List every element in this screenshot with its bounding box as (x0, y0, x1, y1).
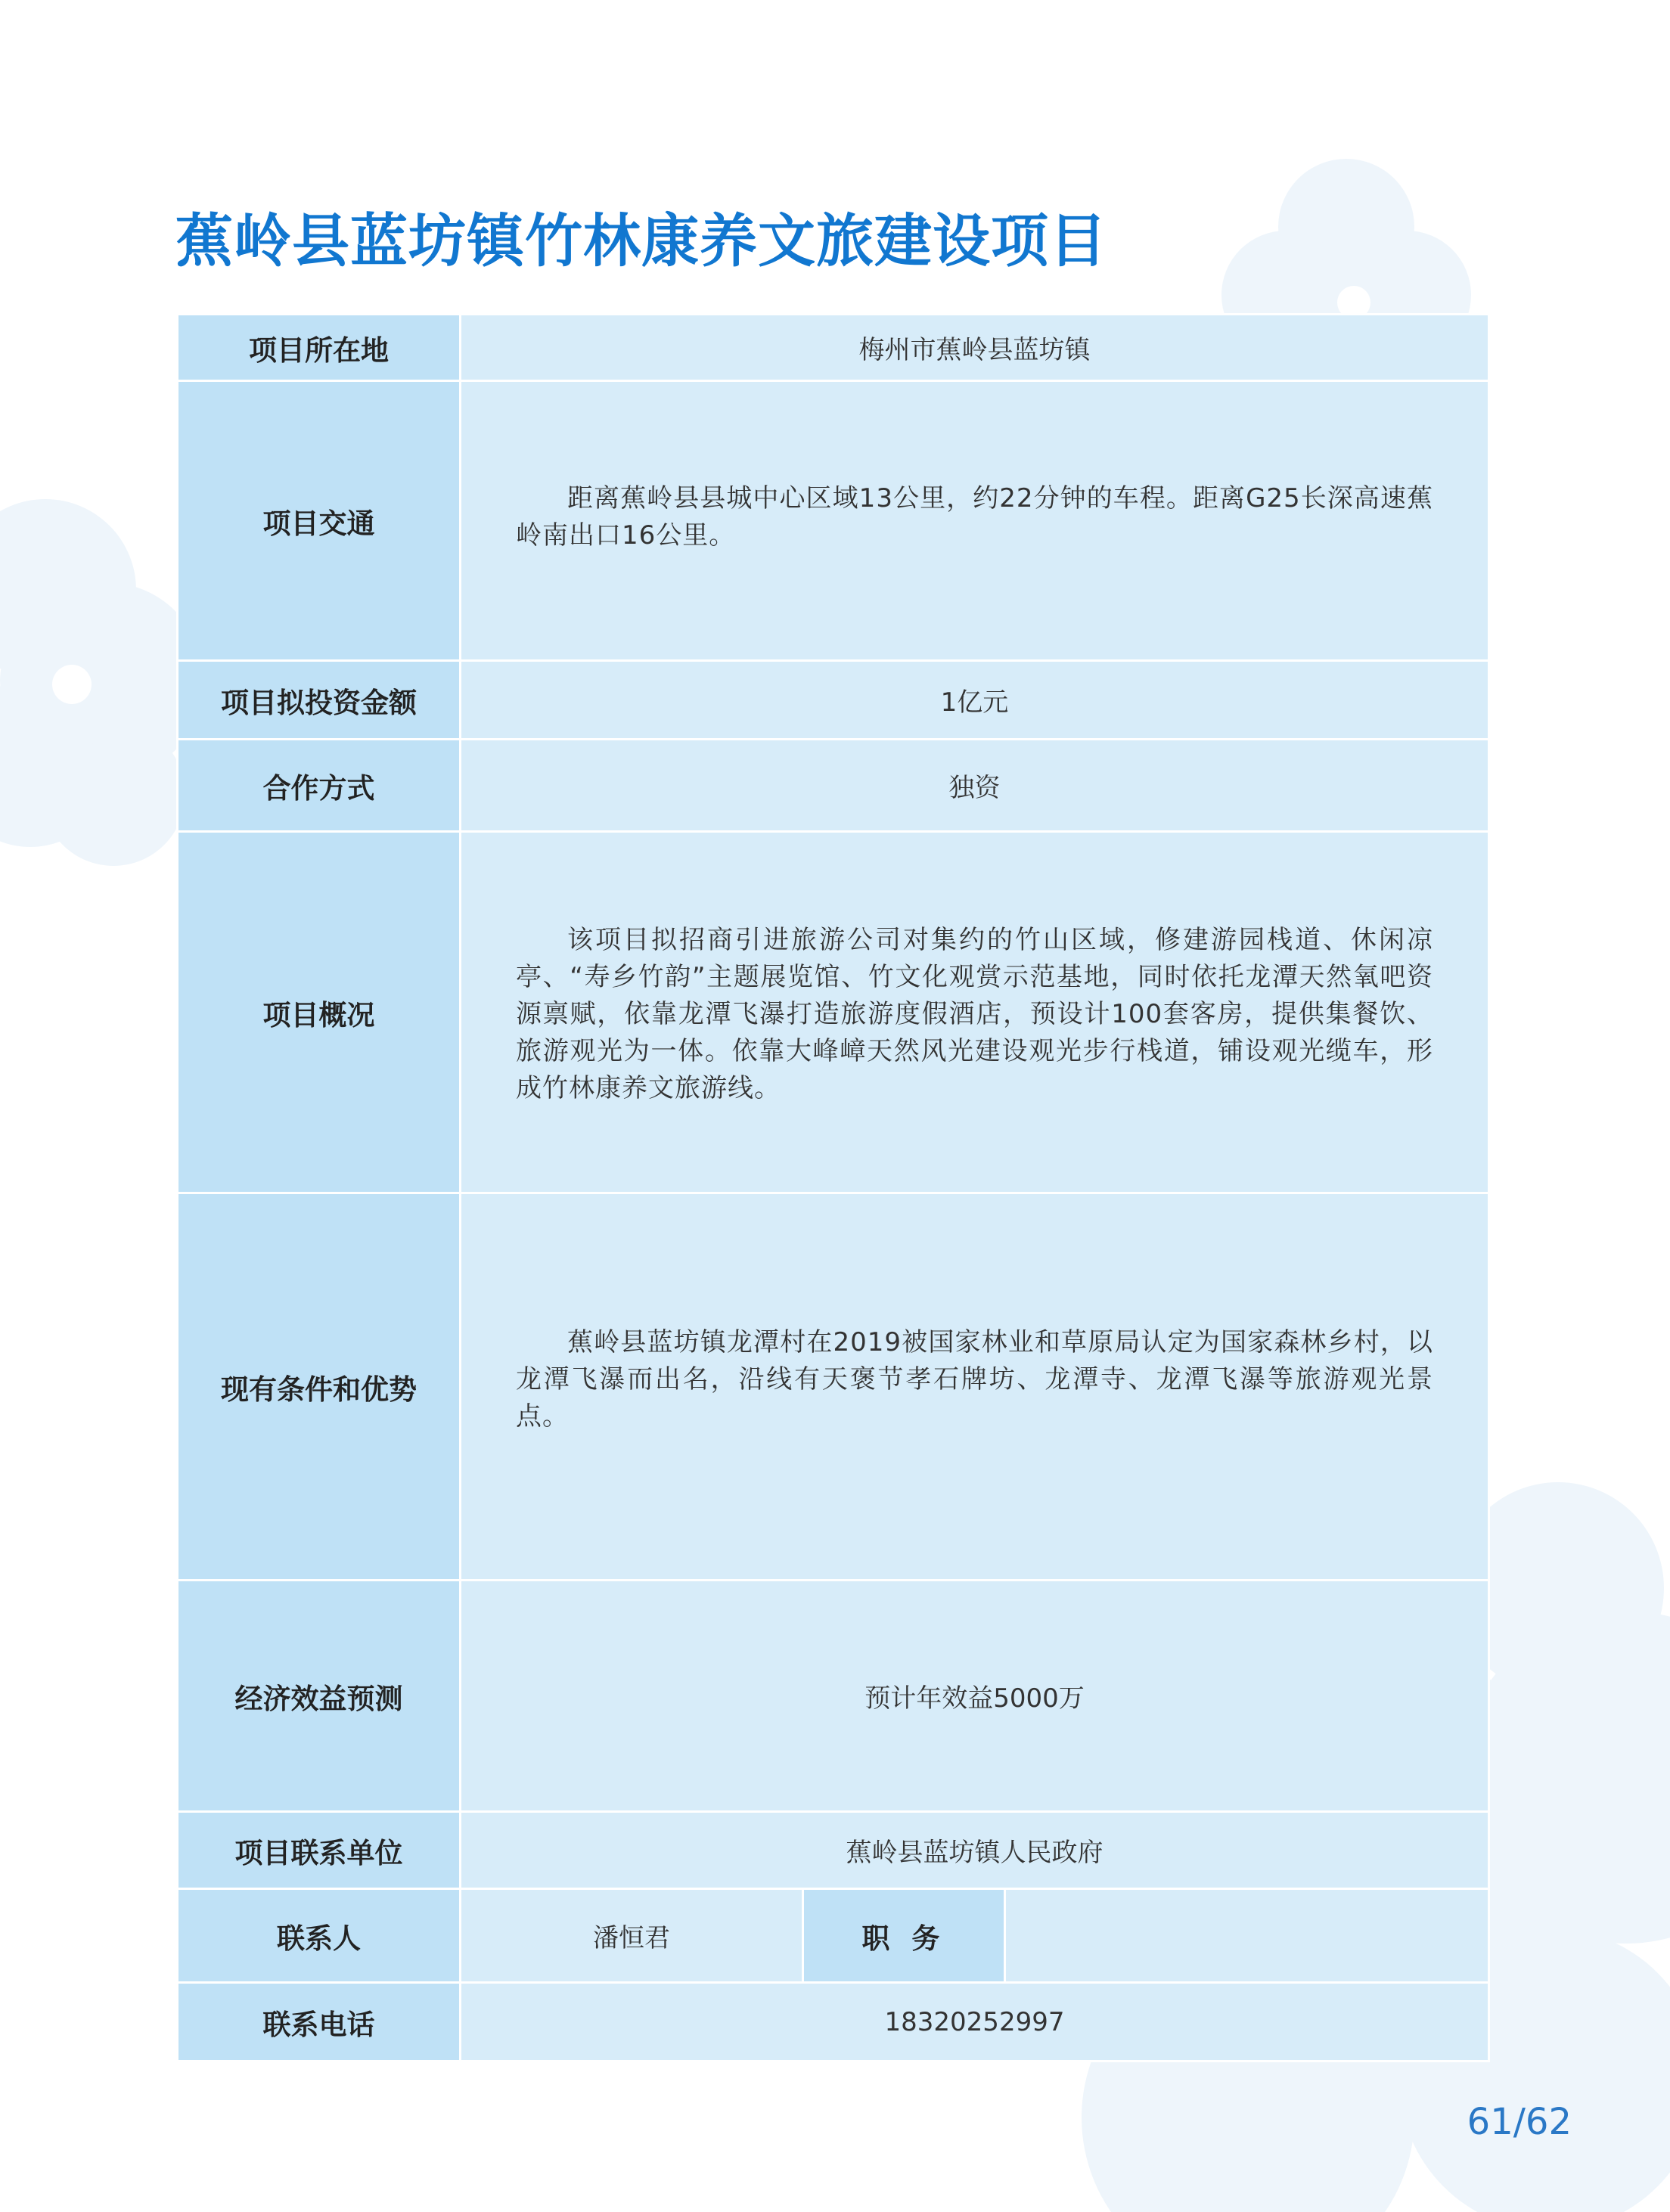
table-row-contact-person (178, 1889, 1489, 1983)
investment-value: 1亿元 (461, 661, 1489, 740)
contact-unit-value: 蕉岭县蓝坊镇人民政府 (461, 1812, 1489, 1889)
page-number: 61/62 (1467, 2101, 1572, 2143)
table-row-phone (178, 1983, 1489, 2062)
table-row-benefit (178, 1581, 1489, 1812)
traffic-value: 距离蕉岭县县城中心区域13公里，约22分钟的车程。距离G25长深高速蕉岭南出口16公里。 (516, 483, 1433, 551)
location-value: 梅州市蕉岭县蓝坊镇 (461, 315, 1489, 381)
benefit-value: 预计年效益5000万 (461, 1581, 1489, 1812)
position-label: 职 务 (803, 1889, 1005, 1983)
cooperation-label: 合作方式 (178, 740, 461, 832)
benefit-label: 经济效益预测 (178, 1581, 461, 1812)
location-label: 项目所在地 (178, 315, 461, 381)
project-info-table (176, 313, 1490, 2062)
phone-label: 联系电话 (178, 1983, 461, 2062)
conditions-value: 蕉岭县蓝坊镇龙潭村在2019被国家林业和草原局认定为国家森林乡村，以龙潭飞瀑而出名，沿线有天褒节孝石牌坊、龙潭寺、龙潭飞瀑等旅游观光景点。 (516, 1327, 1433, 1432)
contact-person-label: 联系人 (178, 1889, 461, 1983)
traffic-label: 项目交通 (178, 381, 461, 661)
contact-person-value: 潘恒君 (461, 1889, 803, 1983)
table-row-investment (178, 661, 1489, 740)
cooperation-value: 独资 (461, 740, 1489, 832)
overview-label: 项目概况 (178, 832, 461, 1193)
table-row-conditions (178, 1193, 1489, 1581)
contact-unit-label: 项目联系单位 (178, 1812, 461, 1889)
investment-label: 项目拟投资金额 (178, 661, 461, 740)
table-row-cooperation (178, 740, 1489, 832)
phone-value: 18320252997 (461, 1983, 1489, 2062)
table-row-location (178, 315, 1489, 381)
table-row-traffic (178, 381, 1489, 661)
page-title: 蕉岭县蓝坊镇竹林康养文旅建设项目 (175, 207, 1107, 275)
overview-value: 该项目拟招商引进旅游公司对集约的竹山区域，修建游园栈道、休闲凉亭、“寿乡竹韵”主题展览馆、竹文化观赏示范基地，同时依托龙潭天然氧吧资源禀赋，依靠龙潭飞瀑打造旅游度假酒店，预设计100套客房，提供集餐饮、旅游观光为一体。依靠大峰嶂天然风光建设观光步行栈道，铺设观光缆车，形成竹林康养文旅游线。 (516, 925, 1433, 1103)
position-value (1005, 1889, 1489, 1983)
conditions-label: 现有条件和优势 (178, 1193, 461, 1581)
table-row-contact-unit (178, 1812, 1489, 1889)
table-row-overview (178, 832, 1489, 1193)
